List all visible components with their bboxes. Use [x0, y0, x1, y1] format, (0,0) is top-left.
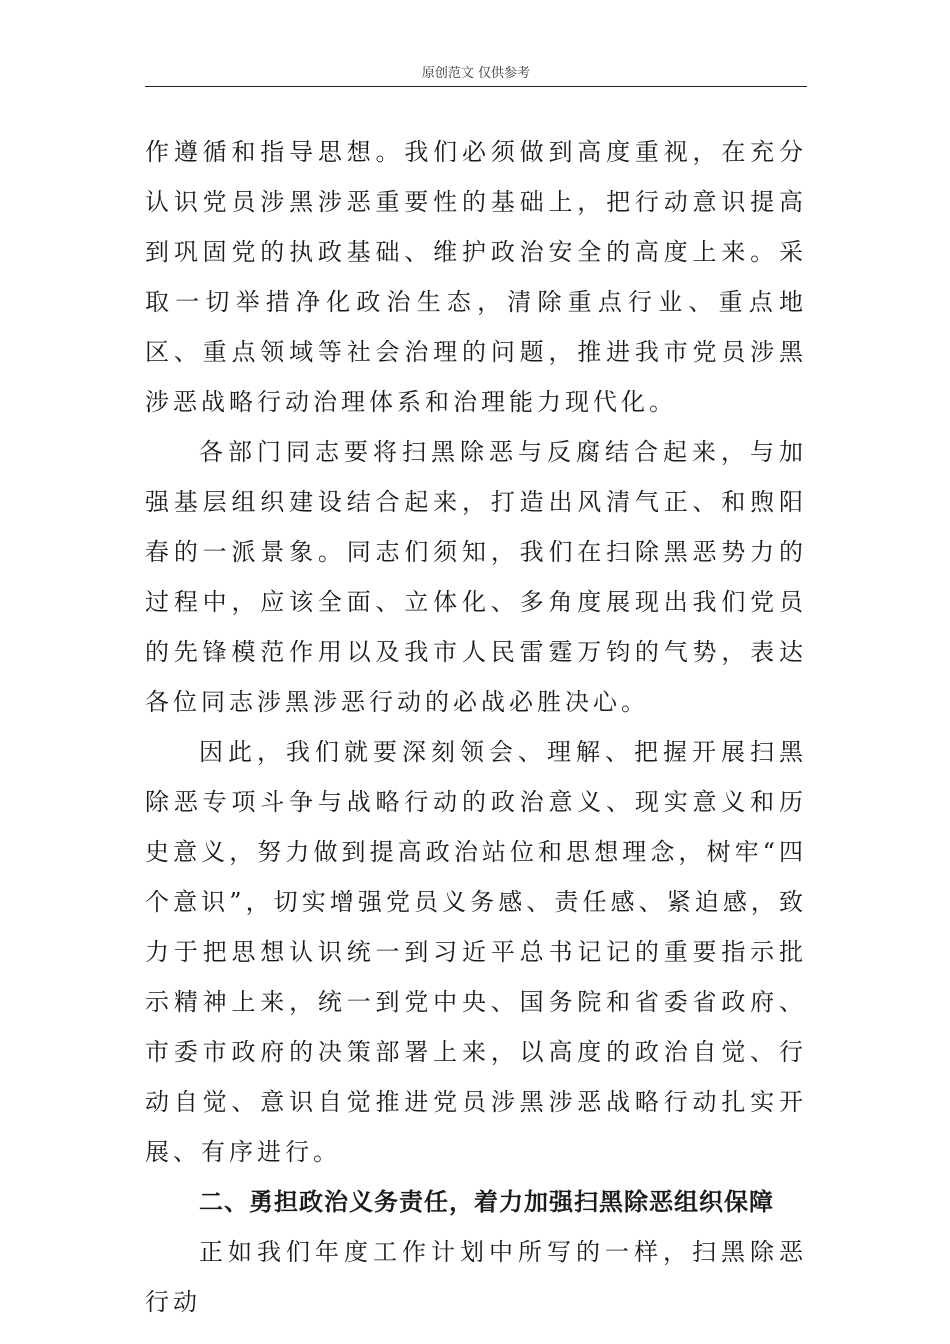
paragraph-3: 因此，我们就要深刻领会、理解、把握开展扫黑除恶专项斗争与战略行动的政治意义、现实意义和历史意义，努力做到提高政治站位和思想理念，树牢“四个意识”，切实增强党员义务感、责任感、紧迫感，致力于把思想认识统一到习近平总书记记的重要指示批示精神上来，统一到党中央、国务院和省委省政府、市委市政府的决策部署上来，以高度的政治自觉、行动自觉、意识自觉推进党员涉黑涉恶战略行动扎实开展、有序进行。 — [145, 738, 807, 1166]
paragraph-4: 正如我们年度工作计划中所写的一样，扫黑除恶行动 — [145, 1238, 807, 1316]
paragraph-1: 作遵循和指导思想。我们必须做到高度重视，在充分认识党员涉黑涉恶重要性的基础上，把行动意识提高到巩固党的执政基础、维护政治安全的高度上来。采取一切举措净化政治生态，清除重点行业、重点地区、重点领域等社会治理的问题，推进我市党员涉黑涉恶战略行动治理体系和治理能力现代化。 — [145, 138, 807, 416]
document-body — [145, 127, 807, 1327]
page-header: 原创范文 仅供参考 — [145, 62, 807, 87]
section-heading: 二、勇担政治义务责任，着力加强扫黑除恶组织保障 — [199, 1188, 774, 1216]
paragraph-2: 各部门同志要将扫黑除恶与反腐结合起来，与加强基层组织建设结合起来，打造出风清气正、和煦阳春的一派景象。同志们须知，我们在扫除黑恶势力的过程中，应该全面、立体化、多角度展现出我们党员的先锋模范作用以及我市人民雷霆万钧的气势，表达各位同志涉黑涉恶行动的必战必胜决心。 — [145, 438, 807, 716]
